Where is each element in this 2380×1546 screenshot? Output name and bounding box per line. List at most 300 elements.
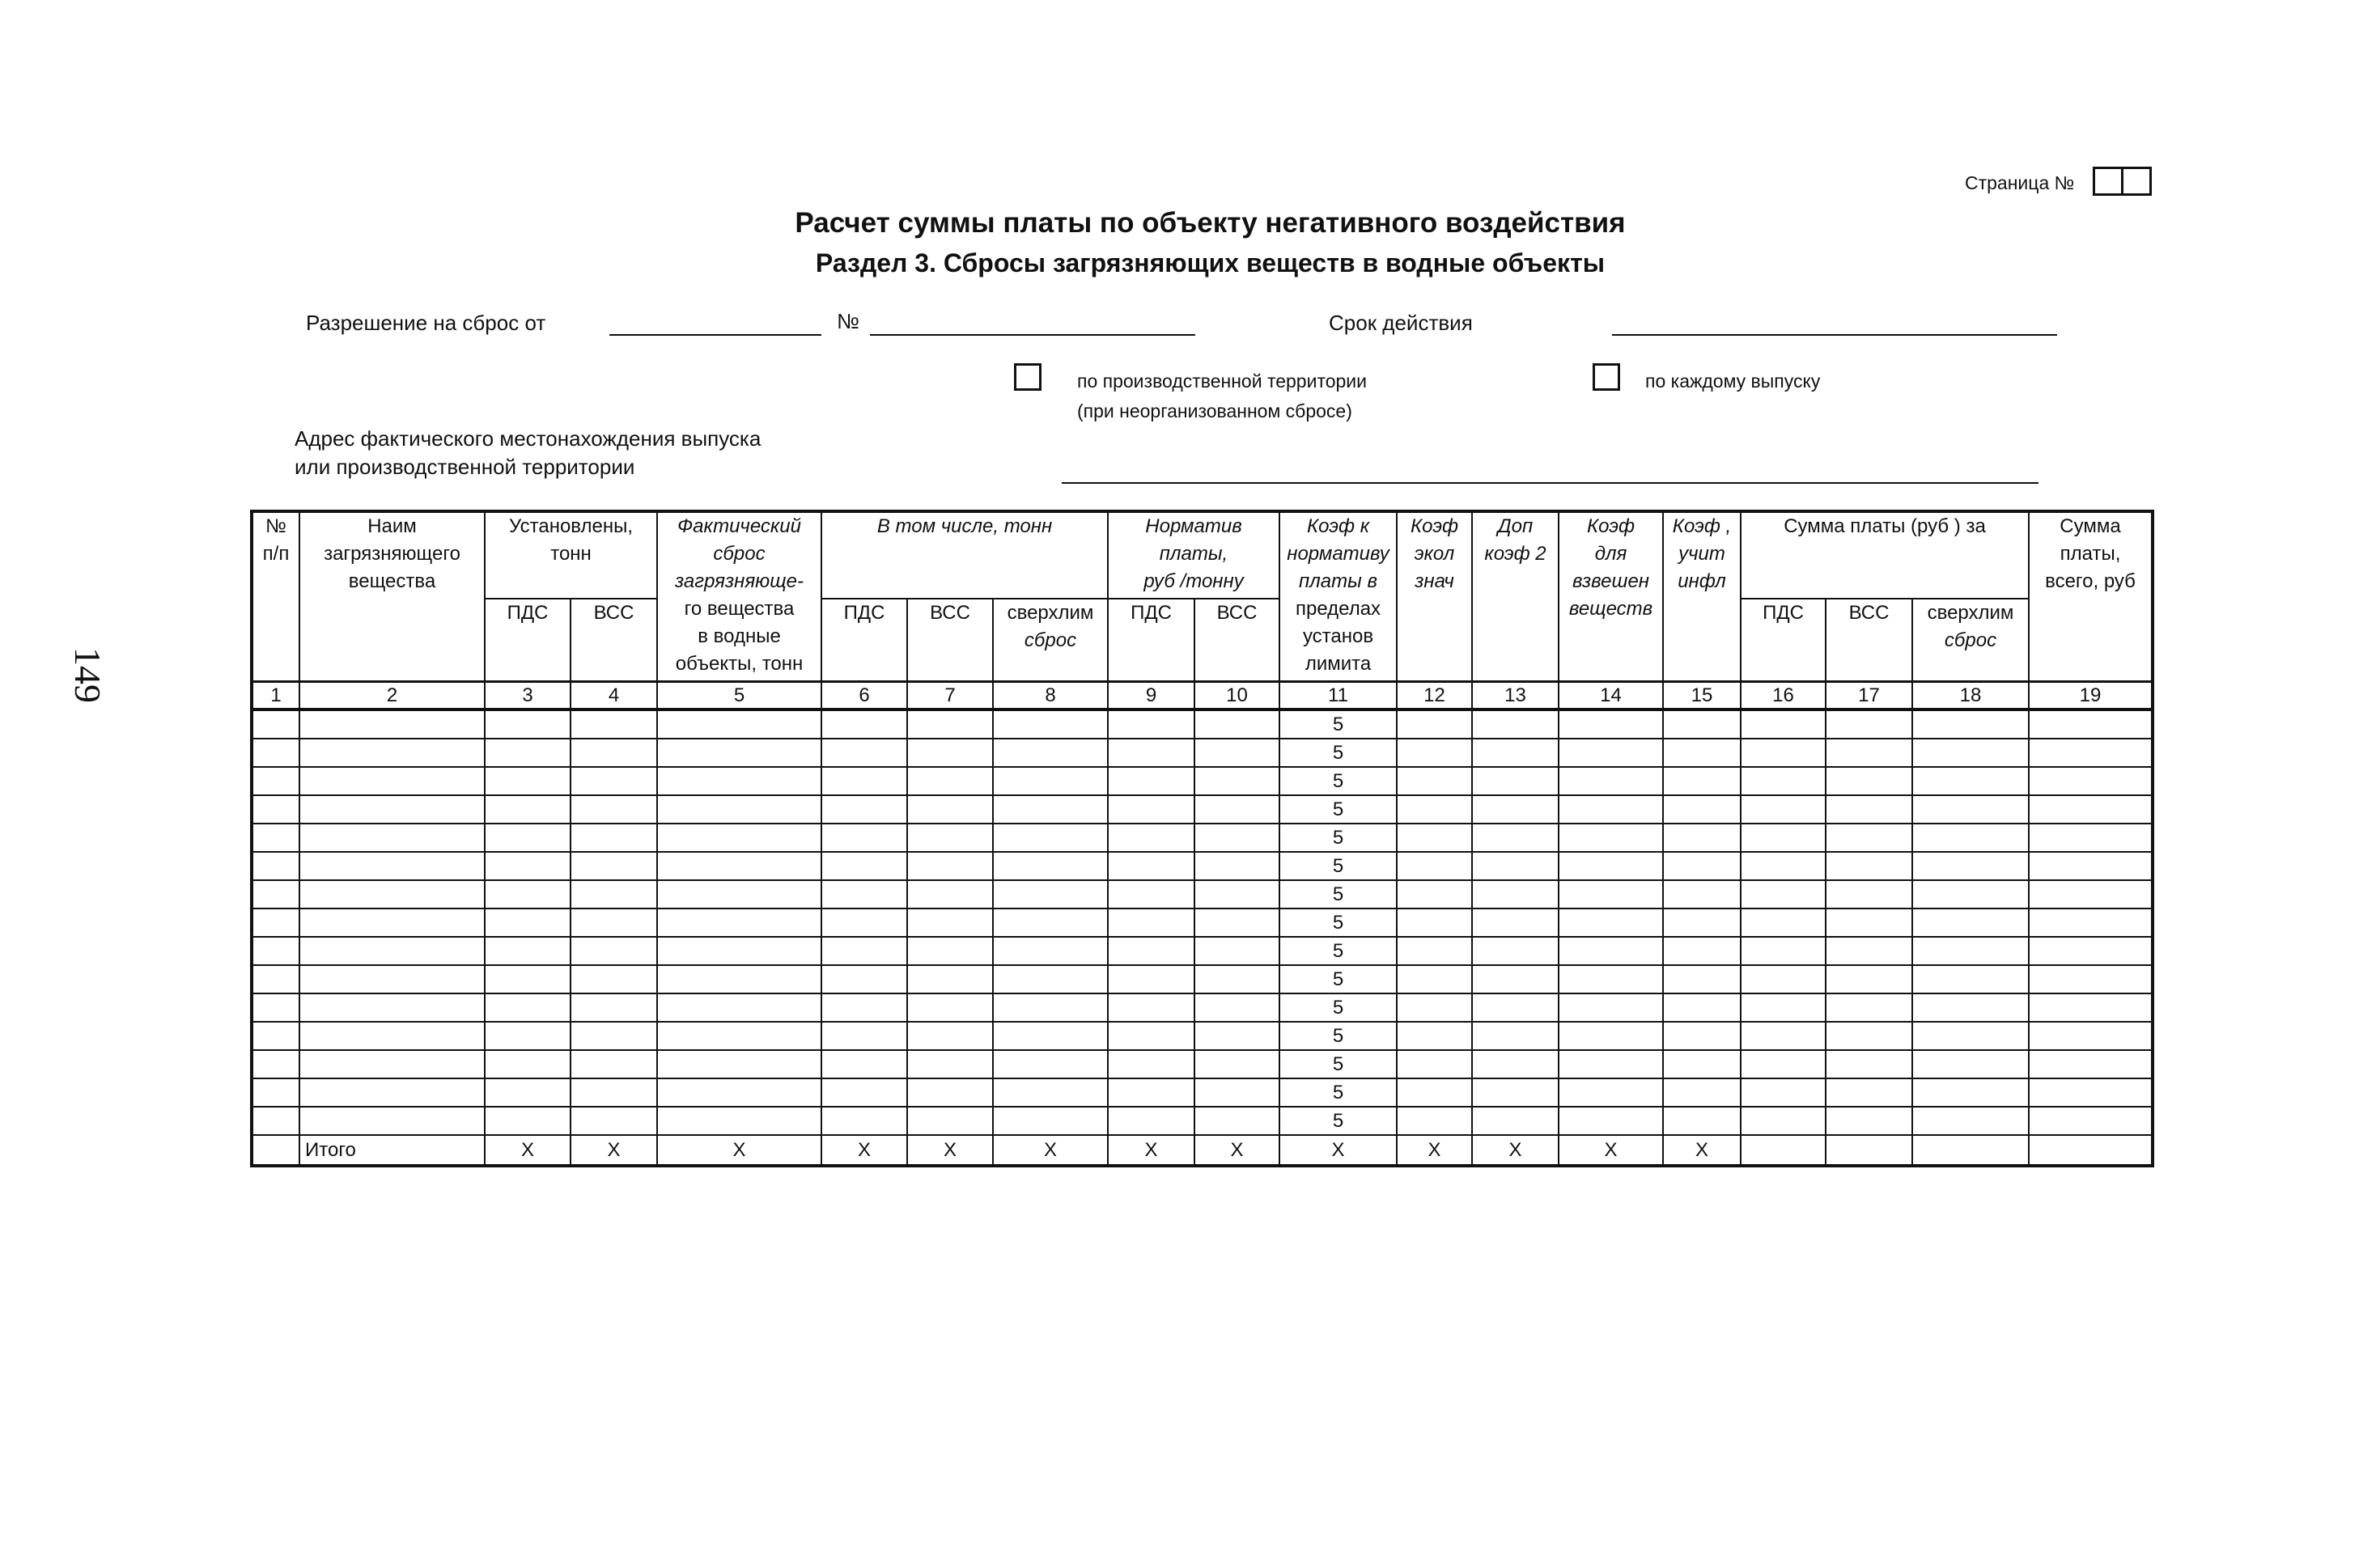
table-cell[interactable] [993,1107,1108,1135]
table-cell[interactable] [1108,709,1194,739]
table-cell[interactable] [1194,824,1279,852]
table-cell[interactable] [2029,795,2153,824]
table-cell[interactable] [1826,1050,1912,1078]
table-cell[interactable] [571,1050,657,1078]
table-cell[interactable] [1194,852,1279,880]
table-cell[interactable] [252,1050,299,1078]
page-number-box[interactable] [2121,167,2152,196]
table-cell[interactable] [1472,993,1559,1022]
table-cell[interactable] [252,909,299,937]
table-cell[interactable] [2029,852,2153,880]
table-cell[interactable] [1397,965,1472,993]
table-cell[interactable] [1108,909,1194,937]
table-cell[interactable] [1826,824,1912,852]
table-cell[interactable] [252,993,299,1022]
table-cell[interactable] [1912,880,2029,909]
table-cell[interactable] [2029,739,2153,767]
table-cell[interactable] [657,937,821,965]
table-cell[interactable] [1912,1050,2029,1078]
table-cell[interactable] [571,852,657,880]
table-cell[interactable] [1912,965,2029,993]
table-cell[interactable] [571,937,657,965]
table-cell[interactable] [1472,709,1559,739]
table-cell[interactable] [993,767,1108,795]
table-cell[interactable] [299,1022,485,1050]
table-cell[interactable] [657,909,821,937]
table-cell[interactable] [1108,1022,1194,1050]
table-cell[interactable] [1912,993,2029,1022]
table-cell[interactable] [907,739,993,767]
total-cell[interactable] [252,1135,299,1166]
table-cell[interactable] [252,795,299,824]
table-cell[interactable] [1826,937,1912,965]
table-cell[interactable] [571,767,657,795]
table-cell[interactable] [1826,1078,1912,1107]
table-cell[interactable] [821,1022,907,1050]
table-cell[interactable] [252,824,299,852]
table-cell[interactable] [657,767,821,795]
table-cell[interactable] [993,880,1108,909]
table-cell[interactable] [2029,1107,2153,1135]
table-cell[interactable] [571,824,657,852]
table-cell[interactable] [1826,909,1912,937]
table-cell[interactable] [299,937,485,965]
table-cell[interactable] [1108,965,1194,993]
table-cell[interactable] [1663,1022,1741,1050]
table-cell[interactable] [1194,795,1279,824]
table-cell[interactable] [485,937,571,965]
table-cell[interactable] [821,1107,907,1135]
table-cell[interactable]: 5 [1279,767,1397,795]
table-cell[interactable] [1472,1022,1559,1050]
table-cell[interactable]: 5 [1279,937,1397,965]
table-cell[interactable] [1397,852,1472,880]
table-cell[interactable] [1663,709,1741,739]
table-cell[interactable] [1663,1050,1741,1078]
table-cell[interactable] [1663,767,1741,795]
table-cell[interactable] [1912,852,2029,880]
table-cell[interactable] [485,709,571,739]
table-cell[interactable] [1194,880,1279,909]
table-cell[interactable] [1559,739,1663,767]
table-cell[interactable] [1826,965,1912,993]
table-cell[interactable]: 5 [1279,739,1397,767]
table-cell[interactable] [907,824,993,852]
table-cell[interactable] [1194,965,1279,993]
table-cell[interactable] [1108,795,1194,824]
table-cell[interactable] [1912,709,2029,739]
total-cell[interactable] [1826,1135,1912,1166]
table-cell[interactable] [1559,1050,1663,1078]
table-cell[interactable] [1741,937,1826,965]
table-cell[interactable] [299,1050,485,1078]
table-cell[interactable] [1826,767,1912,795]
table-cell[interactable] [1397,795,1472,824]
table-cell[interactable] [1559,965,1663,993]
table-cell[interactable] [1912,1078,2029,1107]
table-cell[interactable] [1741,880,1826,909]
table-cell[interactable] [907,965,993,993]
table-cell[interactable] [1194,993,1279,1022]
table-cell[interactable] [2029,1050,2153,1078]
total-cell[interactable] [1741,1135,1826,1166]
table-cell[interactable] [821,767,907,795]
table-cell[interactable] [907,937,993,965]
table-cell[interactable] [1194,1107,1279,1135]
table-cell[interactable] [657,1107,821,1135]
table-cell[interactable] [993,709,1108,739]
table-cell[interactable] [252,1078,299,1107]
table-cell[interactable] [907,709,993,739]
table-cell[interactable] [571,1078,657,1107]
table-cell[interactable] [657,852,821,880]
table-cell[interactable] [1472,1078,1559,1107]
table-cell[interactable] [571,880,657,909]
table-cell[interactable] [571,709,657,739]
table-cell[interactable] [1194,909,1279,937]
table-cell[interactable] [1472,852,1559,880]
table-cell[interactable] [907,795,993,824]
table-cell[interactable] [1912,1107,2029,1135]
table-cell[interactable] [1826,1107,1912,1135]
table-cell[interactable] [1826,880,1912,909]
table-cell[interactable] [1108,993,1194,1022]
table-cell[interactable] [299,1107,485,1135]
table-cell[interactable] [657,1022,821,1050]
table-cell[interactable] [1397,824,1472,852]
table-cell[interactable] [657,824,821,852]
table-cell[interactable] [657,1078,821,1107]
table-cell[interactable]: 5 [1279,909,1397,937]
table-cell[interactable] [821,1078,907,1107]
table-cell[interactable] [1472,739,1559,767]
table-cell[interactable] [571,1022,657,1050]
table-cell[interactable] [1559,937,1663,965]
table-cell[interactable] [1741,767,1826,795]
table-cell[interactable] [907,1022,993,1050]
table-cell[interactable] [571,795,657,824]
table-cell[interactable] [1912,795,2029,824]
table-cell[interactable] [1397,993,1472,1022]
table-cell[interactable]: 5 [1279,709,1397,739]
table-cell[interactable] [907,852,993,880]
table-cell[interactable] [821,852,907,880]
table-cell[interactable]: 5 [1279,1107,1397,1135]
table-cell[interactable] [1826,1022,1912,1050]
table-cell[interactable] [571,739,657,767]
table-cell[interactable] [299,795,485,824]
table-cell[interactable] [485,824,571,852]
table-cell[interactable] [1472,965,1559,993]
table-cell[interactable] [1194,937,1279,965]
table-cell[interactable] [1397,709,1472,739]
table-cell[interactable] [1194,767,1279,795]
table-cell[interactable] [1826,993,1912,1022]
table-cell[interactable] [1108,1078,1194,1107]
table-cell[interactable] [2029,909,2153,937]
table-cell[interactable] [2029,965,2153,993]
table-cell[interactable] [485,1050,571,1078]
table-cell[interactable] [1472,937,1559,965]
table-cell[interactable]: 5 [1279,1050,1397,1078]
table-cell[interactable] [299,1078,485,1107]
table-cell[interactable] [1741,965,1826,993]
table-cell[interactable] [907,909,993,937]
table-cell[interactable]: 5 [1279,795,1397,824]
table-cell[interactable] [821,993,907,1022]
table-cell[interactable] [821,739,907,767]
total-cell[interactable] [2029,1135,2153,1166]
table-cell[interactable] [907,1078,993,1107]
table-cell[interactable] [485,965,571,993]
table-cell[interactable] [1397,909,1472,937]
table-cell[interactable] [1663,965,1741,993]
table-cell[interactable] [1472,795,1559,824]
table-cell[interactable] [1741,1107,1826,1135]
table-cell[interactable]: 5 [1279,852,1397,880]
table-cell[interactable] [1108,767,1194,795]
table-cell[interactable] [252,739,299,767]
table-cell[interactable] [1108,1107,1194,1135]
table-cell[interactable] [485,880,571,909]
table-cell[interactable] [2029,767,2153,795]
table-cell[interactable] [1663,937,1741,965]
table-cell[interactable] [1108,937,1194,965]
table-cell[interactable] [657,965,821,993]
table-cell[interactable] [571,909,657,937]
table-cell[interactable] [1559,993,1663,1022]
table-cell[interactable] [1108,1050,1194,1078]
table-cell[interactable] [1741,993,1826,1022]
table-cell[interactable] [657,993,821,1022]
table-cell[interactable] [571,1107,657,1135]
table-cell[interactable] [1108,852,1194,880]
table-cell[interactable] [252,937,299,965]
table-cell[interactable] [1194,1050,1279,1078]
table-cell[interactable] [1663,880,1741,909]
table-cell[interactable] [1663,852,1741,880]
table-cell[interactable] [1559,909,1663,937]
table-cell[interactable] [1194,1022,1279,1050]
table-cell[interactable] [657,795,821,824]
table-cell[interactable] [1663,824,1741,852]
table-cell[interactable] [1826,795,1912,824]
table-cell[interactable] [252,880,299,909]
table-cell[interactable] [252,965,299,993]
table-cell[interactable] [1663,909,1741,937]
table-cell[interactable] [1397,1022,1472,1050]
table-cell[interactable] [907,767,993,795]
table-cell[interactable] [1741,824,1826,852]
table-cell[interactable] [299,824,485,852]
table-cell[interactable] [1194,1078,1279,1107]
table-cell[interactable] [907,993,993,1022]
page-number-box[interactable] [2093,167,2123,196]
table-cell[interactable] [1559,880,1663,909]
table-cell[interactable] [571,965,657,993]
validity-field[interactable] [1612,334,2057,336]
table-cell[interactable] [1108,824,1194,852]
table-cell[interactable] [821,1050,907,1078]
table-cell[interactable] [657,880,821,909]
table-cell[interactable] [299,709,485,739]
table-cell[interactable] [1741,909,1826,937]
table-cell[interactable] [1472,1050,1559,1078]
address-field[interactable] [1062,482,2038,484]
table-cell[interactable] [1912,767,2029,795]
table-cell[interactable] [485,739,571,767]
each-outlet-checkbox[interactable] [1593,363,1620,391]
permit-date-field[interactable] [609,334,821,336]
table-cell[interactable] [993,739,1108,767]
table-cell[interactable] [571,993,657,1022]
table-cell[interactable] [299,767,485,795]
table-cell[interactable] [821,937,907,965]
table-cell[interactable] [1741,1078,1826,1107]
table-cell[interactable] [1194,709,1279,739]
table-cell[interactable] [2029,880,2153,909]
table-cell[interactable] [993,795,1108,824]
table-cell[interactable] [1559,795,1663,824]
table-cell[interactable] [1472,1107,1559,1135]
table-cell[interactable] [1912,739,2029,767]
table-cell[interactable] [1397,1050,1472,1078]
table-cell[interactable] [1741,709,1826,739]
table-cell[interactable] [1826,852,1912,880]
table-cell[interactable] [1108,739,1194,767]
table-cell[interactable]: 5 [1279,880,1397,909]
table-cell[interactable] [485,1022,571,1050]
table-cell[interactable] [993,1078,1108,1107]
table-cell[interactable] [993,852,1108,880]
table-cell[interactable]: 5 [1279,824,1397,852]
each-outlet-option-label: по каждому выпуску [1645,371,1821,392]
table-cell[interactable]: 5 [1279,1078,1397,1107]
table-cell[interactable] [299,852,485,880]
table-cell[interactable] [993,824,1108,852]
table-cell[interactable] [485,909,571,937]
table-cell[interactable] [1559,1022,1663,1050]
table-cell[interactable] [1741,795,1826,824]
table-cell[interactable] [1741,1022,1826,1050]
table-cell[interactable] [821,880,907,909]
table-cell[interactable] [1663,739,1741,767]
table-cell[interactable] [2029,824,2153,852]
table-cell[interactable] [2029,1078,2153,1107]
table-cell[interactable] [657,709,821,739]
permit-number-field[interactable] [870,334,1195,336]
table-cell[interactable] [2029,993,2153,1022]
table-cell[interactable] [1912,824,2029,852]
table-cell[interactable] [1559,852,1663,880]
table-cell[interactable] [252,709,299,739]
table-cell[interactable] [1741,1050,1826,1078]
table-cell[interactable] [1397,1078,1472,1107]
table-cell[interactable] [1397,739,1472,767]
table-cell[interactable] [1826,739,1912,767]
table-cell[interactable] [485,993,571,1022]
table-cell[interactable] [1559,1107,1663,1135]
table-cell[interactable] [485,1078,571,1107]
table-cell[interactable] [1472,909,1559,937]
table-cell[interactable] [1472,824,1559,852]
table-cell[interactable] [657,739,821,767]
table-cell[interactable] [2029,937,2153,965]
table-cell[interactable] [2029,1022,2153,1050]
table-cell[interactable] [299,993,485,1022]
table-cell[interactable] [485,795,571,824]
table-cell[interactable] [252,767,299,795]
table-cell[interactable] [907,1107,993,1135]
table-cell[interactable] [1912,909,2029,937]
page-number-boxes[interactable] [2095,167,2152,196]
table-cell[interactable] [1397,1107,1472,1135]
table-cell[interactable] [821,965,907,993]
territory-checkbox[interactable] [1014,363,1042,391]
table-cell[interactable] [1663,993,1741,1022]
table-cell[interactable] [1912,937,2029,965]
table-cell[interactable] [1663,795,1741,824]
table-cell[interactable] [657,1050,821,1078]
table-cell[interactable] [299,739,485,767]
table-cell[interactable] [907,1050,993,1078]
table-cell[interactable] [1559,709,1663,739]
table-cell[interactable] [1559,824,1663,852]
table-cell[interactable] [299,880,485,909]
table-cell[interactable] [1108,880,1194,909]
table-cell[interactable] [1741,739,1826,767]
table-cell[interactable] [993,965,1108,993]
table-cell[interactable]: 5 [1279,1022,1397,1050]
table-cell[interactable] [907,880,993,909]
table-cell[interactable]: 5 [1279,993,1397,1022]
table-cell[interactable] [1472,880,1559,909]
table-cell[interactable] [485,767,571,795]
table-cell[interactable] [2029,709,2153,739]
table-cell[interactable] [485,852,571,880]
table-cell[interactable] [993,909,1108,937]
table-cell[interactable] [1559,767,1663,795]
table-cell[interactable] [993,1022,1108,1050]
table-cell[interactable] [993,937,1108,965]
table-cell[interactable] [821,709,907,739]
table-cell[interactable] [1559,1078,1663,1107]
table-cell[interactable] [993,1050,1108,1078]
table-cell[interactable] [485,1107,571,1135]
table-cell[interactable] [1826,709,1912,739]
table-cell[interactable] [1663,1078,1741,1107]
table-cell[interactable] [1741,852,1826,880]
table-cell[interactable] [1912,1022,2029,1050]
table-cell[interactable] [252,1022,299,1050]
table-cell[interactable] [1663,1107,1741,1135]
table-cell[interactable] [1397,767,1472,795]
table-cell[interactable] [1397,937,1472,965]
table-cell[interactable] [1472,767,1559,795]
table-cell[interactable] [299,965,485,993]
table-cell[interactable] [993,993,1108,1022]
table-cell[interactable] [821,795,907,824]
table-cell[interactable] [299,909,485,937]
table-cell[interactable] [252,1107,299,1135]
table-cell[interactable]: 5 [1279,965,1397,993]
table-cell[interactable] [252,852,299,880]
table-cell[interactable] [821,909,907,937]
total-cell[interactable] [1912,1135,2029,1166]
table-cell[interactable] [821,824,907,852]
table-cell[interactable] [1397,880,1472,909]
table-cell[interactable] [1194,739,1279,767]
